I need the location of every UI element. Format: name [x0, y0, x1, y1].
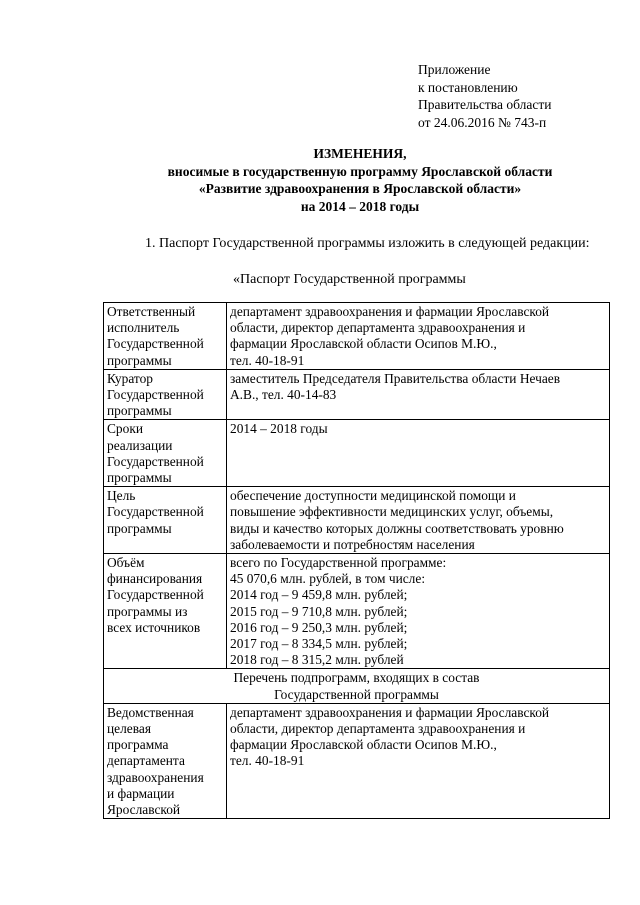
appendix-line: к постановлению [418, 79, 518, 95]
value-line: обеспечение доступности медицинской помощи и [230, 488, 516, 504]
value-line: области, директор департамента здравоохранения и [230, 320, 526, 336]
label-line: Объём [107, 555, 145, 571]
table-row [104, 420, 610, 487]
title-line: ИЗМЕНЕНИЯ, [313, 146, 407, 161]
value-line: виды и качество которых должны соответствовать уровню [230, 520, 564, 536]
table-row [104, 487, 610, 554]
label-line: программы [107, 352, 172, 368]
passport-table [103, 302, 610, 819]
row-value [227, 420, 610, 487]
label-line: исполнитель [107, 320, 180, 336]
label-line: программы [107, 403, 172, 419]
row-value [227, 487, 610, 554]
label-line: Сроки [107, 421, 143, 437]
value-line: департамент здравоохранения и фармации Ярославской [230, 704, 550, 720]
label-line: Государственной [107, 336, 204, 352]
label-line: здравоохранения [107, 769, 204, 785]
label-line: Ответственный [107, 304, 196, 319]
value-line: 2018 год – 8 315,2 млн. рублей [230, 652, 404, 668]
table-row [104, 703, 610, 818]
label-line: Ведомственная [107, 704, 194, 720]
label-line: Государственной [107, 453, 204, 469]
value-line: 45 070,6 млн. рублей, в том числе: [230, 571, 426, 587]
section-header-row [104, 669, 610, 703]
table-row [104, 303, 610, 370]
intro-paragraph: 1. Паспорт Государственной программы изложить в следующей редакции: [145, 236, 590, 251]
label-line: реализации [107, 437, 173, 453]
label-line: Государственной [107, 587, 204, 603]
title-line: на 2014 – 2018 годы [300, 198, 420, 214]
value-line: заместитель Председателя Правительства области Нечаев [230, 370, 561, 386]
value-line: 2015 год – 9 710,8 млн. рублей; [230, 603, 408, 619]
value-line: 2014 – 2018 годы [230, 421, 328, 437]
value-line: заболеваемости и потребностям населения [230, 536, 475, 552]
row-value [227, 554, 610, 669]
label-line: всех источников [107, 619, 201, 635]
value-line: 2014 год – 9 459,8 млн. рублей; [230, 587, 408, 603]
section-header-line: Государственной программы [274, 686, 439, 702]
value-line: фармации Ярославской области Осипов М.Ю., [230, 737, 497, 753]
subprograms-section-header [104, 669, 610, 703]
label-line: Ярославской [107, 802, 181, 818]
row-label [104, 703, 227, 818]
title-line: вносимые в государственную программу Ярославской области [167, 163, 553, 179]
label-line: программы [107, 470, 172, 486]
label-line: программы [107, 520, 172, 536]
row-value [227, 703, 610, 818]
row-label [104, 420, 227, 487]
table-row [104, 369, 610, 420]
value-line: фармации Ярославской области Осипов М.Ю., [230, 336, 497, 352]
value-line: 2016 год – 9 250,3 млн. рублей; [230, 619, 408, 635]
section-header-line: Перечень подпрограмм, входящих в состав [233, 670, 480, 686]
value-line: всего по Государственной программе: [230, 555, 447, 571]
label-line: Цель [107, 488, 136, 504]
value-line: департамент здравоохранения и фармации Ярославской [230, 304, 550, 319]
label-line: программы из [107, 603, 188, 619]
table-row [104, 554, 610, 669]
label-line: Государственной [107, 387, 204, 403]
label-line: программа [107, 737, 169, 753]
row-label [104, 303, 227, 370]
row-value [227, 303, 610, 370]
label-line: Куратор [107, 370, 153, 386]
value-line: тел. 40-18-91 [230, 753, 305, 769]
label-line: целевая [107, 721, 151, 737]
title-line: «Развитие здравоохранения в Ярославской области» [198, 181, 522, 196]
value-line: повышение эффективности медицинских услуг, объемы, [230, 504, 554, 520]
passport-heading: «Паспорт Государственной программы [233, 272, 466, 287]
appendix-line: от 24.06.2016 № 743-п [418, 114, 547, 130]
document-title [60, 145, 640, 215]
value-line: А.В., тел. 40-14-83 [230, 387, 337, 403]
row-label [104, 554, 227, 669]
row-label [104, 487, 227, 554]
row-label [104, 369, 227, 420]
label-line: и фармации [107, 785, 175, 801]
label-line: финансирования [107, 571, 203, 587]
appendix-line: Приложение [418, 62, 491, 77]
value-line: тел. 40-18-91 [230, 352, 305, 368]
value-line: области, директор департамента здравоохранения и [230, 721, 526, 737]
row-value [227, 369, 610, 420]
appendix-line: Правительства области [418, 97, 552, 112]
label-line: департамента [107, 753, 185, 769]
label-line: Государственной [107, 504, 204, 520]
appendix-note [418, 61, 551, 131]
value-line: 2017 год – 8 334,5 млн. рублей; [230, 636, 408, 652]
